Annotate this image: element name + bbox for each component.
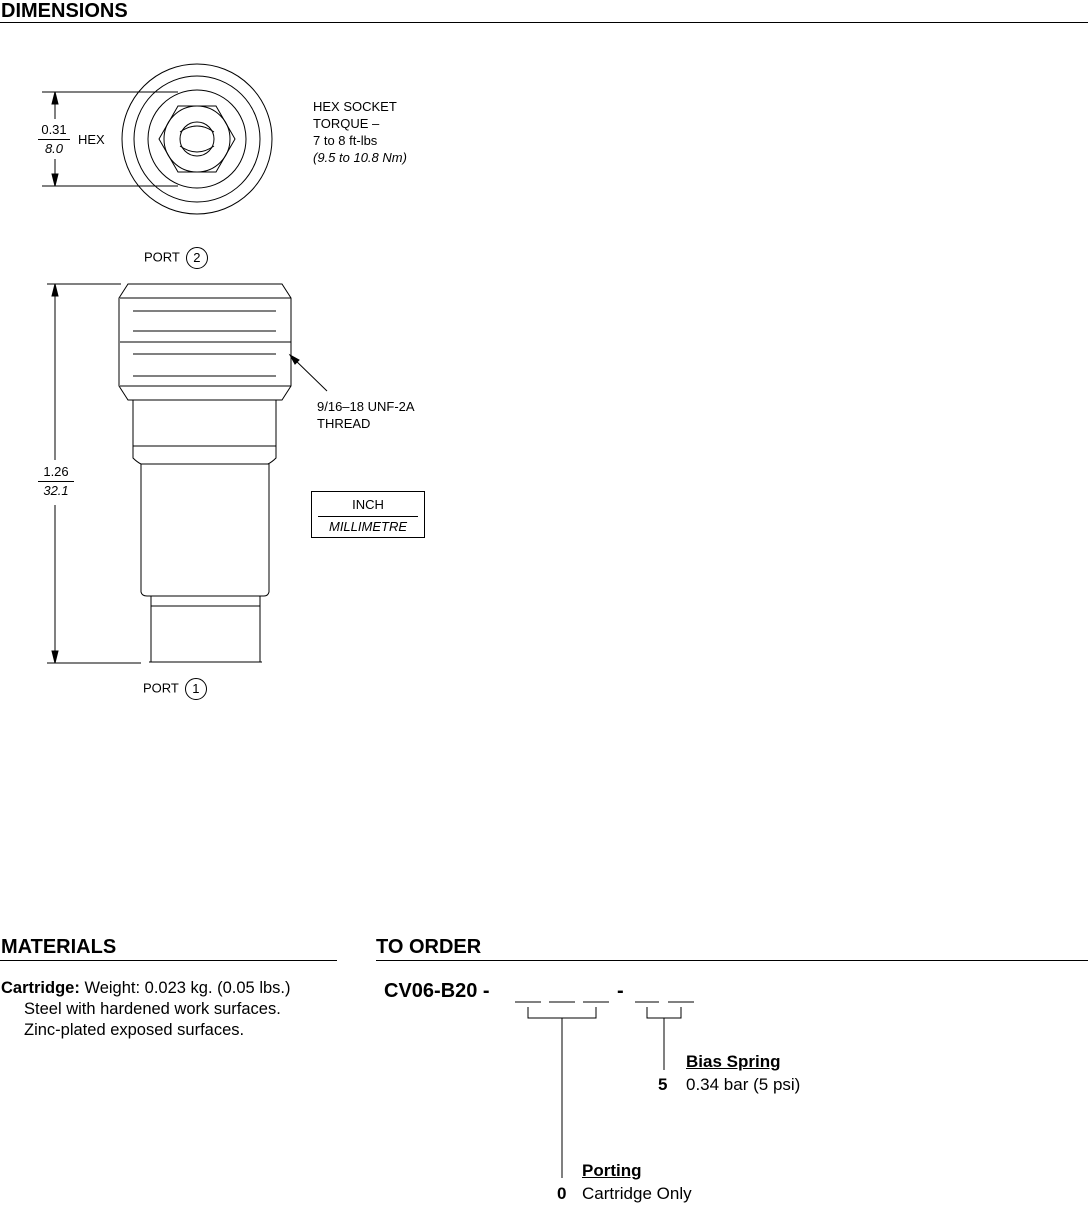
bias-spring-option <box>658 1075 800 1095</box>
materials-weight: Weight: 0.023 kg. (0.05 lbs.) <box>84 979 291 997</box>
model-code: CV06-B20 - <box>384 980 490 1002</box>
hex-mm: 8.0 <box>44 141 64 156</box>
hex-socket-note <box>313 98 453 166</box>
hex-socket-line: TORQUE – <box>313 116 380 131</box>
porting-code: 0 <box>557 1184 567 1203</box>
hex-socket-line: 7 to 8 ft-lbs <box>313 133 378 148</box>
porting-desc: Cartridge Only <box>582 1184 692 1203</box>
code-dash: - <box>617 980 624 1002</box>
porting-heading: Porting <box>582 1161 642 1180</box>
port-2-label <box>144 247 208 269</box>
materials-title: MATERIALS <box>1 936 117 958</box>
port-1-label <box>143 678 207 700</box>
bias-spring-heading: Bias Spring <box>686 1052 781 1071</box>
materials-zinc: Zinc-plated exposed surfaces. <box>24 1021 245 1039</box>
length-inch: 1.26 <box>38 463 74 482</box>
units-legend <box>311 491 425 538</box>
hex-inch: 0.31 <box>38 121 70 140</box>
materials-steel: Steel with hardened work surfaces. <box>24 1000 281 1018</box>
bias-spring-code: 5 <box>658 1075 668 1094</box>
hex-label: HEX <box>78 132 105 147</box>
port-2-number: 2 <box>186 247 208 269</box>
units-mm: MILLIMETRE <box>328 519 407 534</box>
materials-rule <box>0 960 337 961</box>
thread-note <box>317 398 415 432</box>
order-rule <box>376 960 1088 961</box>
thread-line: 9/16–18 UNF-2A <box>317 399 415 414</box>
order-title: TO ORDER <box>376 936 482 958</box>
dimensions-rule <box>0 22 1088 23</box>
length-mm: 32.1 <box>43 483 69 498</box>
port-2-text: PORT <box>144 249 180 265</box>
units-inch: INCH <box>352 497 384 512</box>
cartridge-label: Cartridge: <box>1 979 80 997</box>
top-view <box>42 64 272 214</box>
hex-socket-line: (9.5 to 10.8 Nm) <box>313 150 407 165</box>
side-view <box>47 284 327 663</box>
hex-socket-line: HEX SOCKET <box>313 99 397 114</box>
bias-spring-desc: 0.34 bar (5 psi) <box>686 1075 801 1094</box>
thread-line: THREAD <box>317 416 371 431</box>
materials-body <box>1 978 341 1041</box>
port-1-number: 1 <box>185 678 207 700</box>
hex-dimension <box>38 121 70 158</box>
port-1-text: PORT <box>143 680 179 696</box>
porting-option <box>557 1184 692 1204</box>
length-dimension <box>38 463 74 500</box>
dimensions-title: DIMENSIONS <box>1 0 128 22</box>
